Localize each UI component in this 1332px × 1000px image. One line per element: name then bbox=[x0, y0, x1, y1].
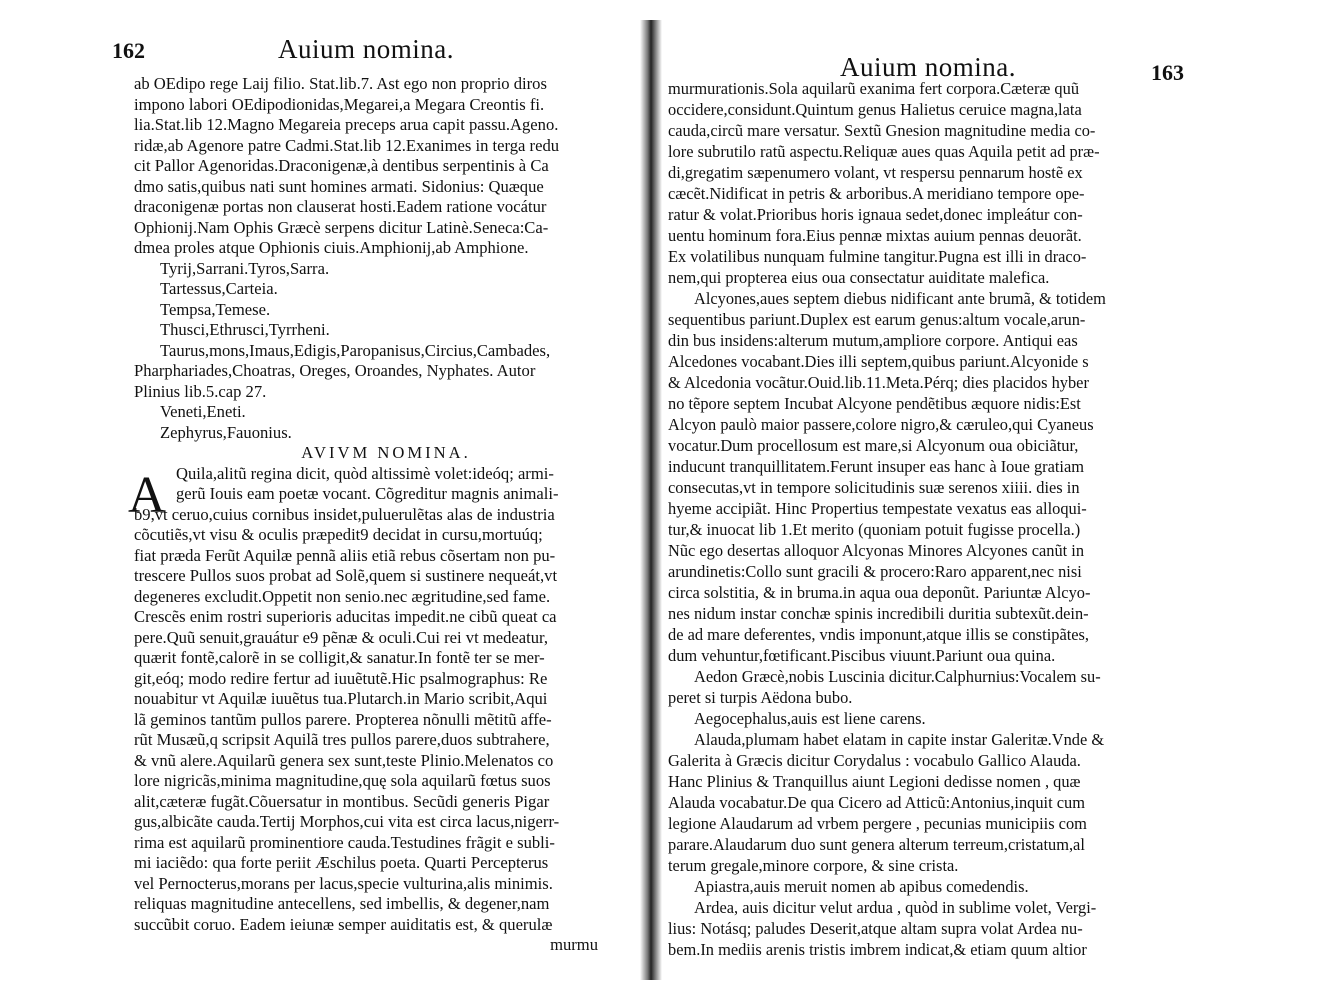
text-line: impono labori OEdipodionidas,Megarei,a Megara Creontis fi. bbox=[134, 94, 545, 114]
text-line: Tyrij,Sarrani.Tyros,Sarra. bbox=[160, 258, 330, 278]
text-line: Veneti,Eneti. bbox=[160, 402, 246, 421]
text-line: nem,qui propterea eius oua consectatur auiditate malefica. bbox=[668, 268, 1050, 287]
text-line: de ad mare deferentes, vndis imponunt,atque illis se constipãtes, bbox=[668, 625, 1090, 644]
text-line: Tempsa,Temese. bbox=[160, 299, 271, 319]
text-line: ridæ,ab Agenore patre Cadmi.Stat.lib 12.Exanimes in terga redu bbox=[134, 135, 560, 155]
text-line: & Alcedonia vocãtur.Ouid.lib.11.Meta.Pérq; dies placidos hyber bbox=[668, 373, 1089, 392]
text-line: inducunt tranquillitatem.Ferunt insuper eas hanc à Ioue gratiam bbox=[668, 457, 1085, 476]
text-line: circa solstitia, & in bruma.in aqua oua deponũt. Pariuntæ Alcyo- bbox=[668, 583, 1091, 602]
text-line: arundinetis:Collo sunt gracili & procero:Raro apparent,nec nisi bbox=[668, 562, 1082, 581]
text-line: hyeme accipiãt. Hinc Propertius tempestate vexatus eas alloqui- bbox=[668, 499, 1087, 518]
text-line: murmu bbox=[550, 935, 598, 954]
text-line: cit Pallor Agenoridas.Draconigenæ,à dentibus serpentinis à Ca bbox=[134, 156, 549, 175]
text-line: Apiastra,auis meruit nomen ab apibus comedendis. bbox=[694, 877, 1029, 896]
text-line: sequentibus pariunt.Duplex est earum genus:altum vocale,arun- bbox=[668, 310, 1086, 329]
text-line: rima est aquilarũ prominentiore cauda.Testudines frãgit e subli- bbox=[134, 832, 555, 852]
text-line: terum gregale,minore corpore, & sine crista. bbox=[668, 856, 959, 875]
left-page-text bbox=[128, 74, 638, 956]
text-line: dmea proles atque Ophionis ciuis.Amphionij,ab Amphione. bbox=[134, 238, 529, 257]
text-line: Alcyon paulò maior passere,colore nigro,& cæruleo,qui Cyaneus bbox=[668, 415, 1094, 434]
text-line: mi iaciẽdo: qua forte periit Æschilus poeta. Quarti Percepterus bbox=[134, 853, 549, 872]
page-number: 162 bbox=[112, 38, 145, 63]
text-line: no tẽpore septem Incubat Alcyone pendẽtibus æquore nidis:Est bbox=[668, 394, 1081, 413]
text-line: Nũc ego desertas alloquor Alcyonas Minores Alcyones canũt in bbox=[668, 541, 1085, 560]
text-line: Ex volatilibus nunquam fulmine tangitur.Pugna est illi in draco- bbox=[668, 247, 1087, 266]
text-line: fiat præda Ferũt Aquilæ pennã aliis etiã rebus cõsertam non pu- bbox=[134, 545, 556, 565]
text-line: cõcutiẽs,vt visu & oculis præpedit9 decidat in cursu,mortuúq; bbox=[134, 525, 543, 544]
running-head: Auium nomina. bbox=[278, 34, 454, 64]
page-number: 163 bbox=[1151, 60, 1184, 85]
text-line: vocatur.Dum procellosum est mare,si Alcyonum oua obiciãtur, bbox=[668, 436, 1079, 455]
text-line: cæcẽt.Nidificat in petris & arboribus.A meridiano tempore ope- bbox=[668, 184, 1085, 203]
text-line: parare.Alaudarum duo sunt genera alterum terreum,cristatum,al bbox=[668, 835, 1085, 854]
text-line: gus,albicãte cauda.Tertij Morphos,cui vita est circa lacus,nigerr- bbox=[134, 812, 560, 831]
right-page-text bbox=[668, 78, 1182, 960]
text-line: degeneres excludit.Oppetit non senio.nec ægritudine,sed fame. bbox=[134, 586, 551, 606]
text-line: consecutas,vt in tempore solicitudinis suæ serenos xiiii. dies in bbox=[668, 478, 1080, 497]
text-line: Tartessus,Carteia. bbox=[160, 279, 278, 298]
text-line: dum vehuntur,fœtificant.Piscibus viuunt.Pariunt oua quina. bbox=[668, 646, 1056, 665]
text-line: ab OEdipo rege Laij filio. Stat.lib.7. Ast ego non proprio diros bbox=[134, 74, 547, 93]
text-line: Alauda,plumam habet elatam in capite instar Galeritæ.Vnde & bbox=[694, 730, 1105, 749]
text-line: trescere Pullos suos probat ad Solẽ,quem si sustinere nequeát,vt bbox=[134, 566, 558, 585]
text-line: vel Pernocterus,morans per lacus,specie vulturina,alis minimis. bbox=[134, 873, 553, 893]
text-line: dmo satis,quibus nati sunt homines armati. Sidonius: Quæque bbox=[134, 176, 544, 196]
text-line: cauda,circũ mare versatur. Sextũ Gnesion magnitudine media co- bbox=[668, 121, 1096, 140]
text-line: murmurationis.Sola aquilarũ exanima fert corpora.Cæteræ quũ bbox=[668, 79, 1080, 98]
text-line: Ardea, auis dicitur velut ardua , quòd in sublime volet, Vergi- bbox=[694, 898, 1097, 917]
text-line: reliquas magnitudine antecellens, sed imbellis, & degener,nam bbox=[134, 894, 550, 913]
text-line: peret si turpis Aëdona bubo. bbox=[668, 688, 853, 707]
drop-cap: A bbox=[128, 466, 166, 524]
right-page bbox=[660, 30, 1190, 980]
text-line: pere.Quũ senuit,grauátur e9 pẽnæ & oculi.Cui rei vt medeatur, bbox=[134, 627, 549, 647]
book-gutter bbox=[640, 20, 662, 980]
text-line: Hanc Plinius & Tranquillus aiunt Legioni dedisse nomen , quæ bbox=[668, 772, 1081, 791]
text-line: A Quila,alitũ regina dicit, quòd altissimè volet:ideóq; armi- bbox=[128, 463, 554, 524]
text-line: lius: Notásq; paludes Deserit,atque altam supra volat Ardea nu- bbox=[668, 919, 1083, 938]
text-line: Taurus,mons,Imaus,Edigis,Paropanisus,Circius,Cambades, bbox=[160, 340, 551, 360]
text-line: alit,cæteræ fugãt.Cõuersatur in montibus. Secũdi generis Pigar bbox=[134, 791, 550, 811]
text-line: bem.In mediis arenis tristis imbrem indicat,& etiam quum altior bbox=[668, 940, 1087, 959]
text-line: tur,& inuocat lib 1.Et merito (quoniam potuit fugisse procella.) bbox=[668, 520, 1081, 539]
text-line: git,eóq; modo redire fertur ad iuuẽtutẽ.Hic psalmographus: Re bbox=[134, 668, 548, 688]
text-line: di,gregatim sæpenumero volant, vt respersu pennarum hostẽ ex bbox=[668, 163, 1083, 182]
text-line: lore nigricãs,minima magnitudine,quę sola aquilarũ fœtus suos bbox=[134, 771, 551, 790]
text-line: Crescẽs enim rostri superioris aducitas impedit.ne cibũ queat ca bbox=[134, 607, 557, 626]
text-line: Thusci,Ethrusci,Tyrrheni. bbox=[160, 320, 330, 339]
text-line: Alcedones vocabant.Dies illi septem,quibus pariunt.Alcyonide s bbox=[668, 352, 1089, 371]
text-line: occidere,considunt.Quintum genus Halietus ceruice magna,lata bbox=[668, 100, 1082, 119]
text-line: succũbit coruo. Eadem ieiunæ semper auiditatis est, & querulæ bbox=[134, 914, 553, 934]
left-page bbox=[108, 30, 638, 980]
text-line: Galerita à Græcis dicitur Corydalus : vocabulo Gallico Alauda. bbox=[668, 751, 1081, 770]
text-line: rũt Musæũ,q scripsit Aquilã tres pullos parere,duos subtrahere, bbox=[134, 730, 550, 749]
text-line: draconigenæ portas non clauserat hosti.Eadem ratione vocátur bbox=[134, 197, 547, 216]
text-line: legione Alaudarum ad vrbem pergere , pecunias municipiis com bbox=[668, 814, 1087, 833]
text-line: Alcyones,aues septem diebus nidificant ante brumã, & totidem bbox=[694, 289, 1106, 308]
text-line: nes nidum instar conchæ spinis incredibili duritia subtexũt.dein- bbox=[668, 604, 1089, 623]
text-line: ratur & volat.Prioribus horis ignaua sedet,donec impleátur con- bbox=[668, 205, 1083, 224]
text-line: Alauda vocabatur.De qua Cicero ad Atticũ:Antonius,inquit cum bbox=[668, 793, 1085, 812]
text-line: AVIVM NOMINA. bbox=[301, 443, 471, 462]
text-line: uentu hominum fora.Eius pennæ mixtas auium pennas deuorãt. bbox=[668, 226, 1082, 245]
text-line: Ophionij.Nam Ophis Græcè serpens dicitur Latinè.Seneca:Ca- bbox=[134, 217, 549, 237]
text-line: lore subrutilo ratũ aspectu.Reliquæ aues quas Aquila petit ad præ- bbox=[668, 142, 1100, 161]
text-line: Aedon Græcè,nobis Luscinia dicitur.Calphurnius:Vocalem su- bbox=[694, 667, 1101, 686]
right-page-header bbox=[660, 30, 1190, 85]
text-line: quærit fontẽ,calorẽ in se colligit,& sanatur.In fontẽ ter se mer- bbox=[134, 648, 545, 667]
text-line: lia.Stat.lib 12.Magno Megareia preceps arua capit passu.Ageno. bbox=[134, 115, 559, 134]
text-line: din bus insidens:alterum mutum,ampliore corpore. Antiqui eas bbox=[668, 331, 1078, 350]
left-page-header bbox=[108, 30, 638, 70]
text-line: Plinius lib.5.cap 27. bbox=[134, 381, 267, 401]
text-line: b9,vt ceruo,cuius cornibus insidet,puluerulẽtas alas de industria bbox=[134, 504, 555, 524]
text-line: Aegocephalus,auis est liene carens. bbox=[694, 709, 926, 728]
text-line: gerũ Iouis eam poetæ vocant. Cõgreditur magnis animali- bbox=[176, 484, 559, 503]
text-line: & vnũ alere.Aquilarũ genera sex sunt,teste Plinio.Melenatos co bbox=[134, 750, 554, 770]
text-line: nouabitur vt Aquilæ iuuẽtus tua.Plutarch.in Mario scribit,Aqui bbox=[134, 689, 548, 708]
running-head: Auium nomina. bbox=[840, 52, 1016, 82]
text-line: Pharphariades,Choatras, Oreges, Oroandes, Nyphates. Autor bbox=[134, 361, 536, 380]
text-line: lã geminos tantũm pullos parere. Propterea nõnulli mẽtitũ affe- bbox=[134, 709, 552, 729]
text-line: Zephyrus,Fauonius. bbox=[160, 422, 292, 442]
